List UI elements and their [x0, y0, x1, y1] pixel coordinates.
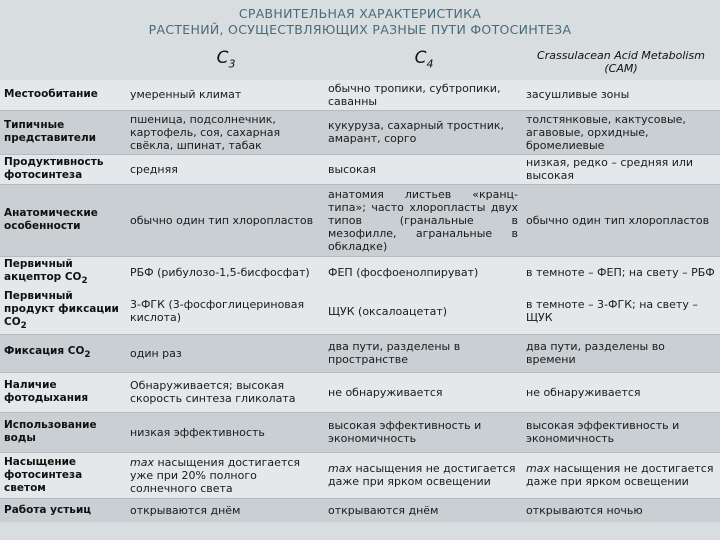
- cell-cam: в темноте – ФЕП; на свету – РБФ: [522, 256, 720, 289]
- cell-c3: открываются днём: [126, 498, 324, 522]
- row-label: Типичные представители: [0, 110, 126, 154]
- cell-c4: не обнаруживается: [324, 372, 522, 412]
- cell-c4: высокая: [324, 154, 522, 184]
- page-title: [0, 6, 720, 38]
- header-c4-letter: C: [414, 48, 427, 68]
- cell-cam: обычно один тип хлоропластов: [522, 184, 720, 256]
- cell-cam: открываются ночью: [522, 498, 720, 522]
- cell-c3: Обнаруживается; высокая скорость синтеза гликолата: [126, 372, 324, 412]
- table-row: [0, 184, 720, 256]
- cell-cam: в темноте – 3-ФГК; на свету – ЩУК: [526, 298, 698, 325]
- row-label-text: Первичный продукт фиксации CO: [4, 289, 119, 328]
- cell-c4: открываются днём: [324, 498, 522, 522]
- max-text: max: [328, 462, 352, 476]
- row-label-sub: 2: [20, 320, 27, 331]
- row-label: Местообитание: [4, 88, 98, 101]
- title-line-1: СРАВНИТЕЛЬНАЯ ХАРАКТЕРИСТИКА: [238, 6, 482, 21]
- row-label: Наличие фотодыхания: [0, 372, 126, 412]
- table-row: [0, 452, 720, 498]
- cell-c3: 3-ФГК (3-фосфоглицериновая кислота): [130, 298, 305, 325]
- table-row: [0, 412, 720, 452]
- cell-c4: два пути, разделены в пространстве: [324, 334, 522, 372]
- max-text: max: [130, 455, 154, 469]
- cell-c4: [324, 452, 522, 498]
- row-label-text: Первичный акцептор CO: [4, 257, 82, 283]
- cell-c3: низкая эффективность: [126, 412, 324, 452]
- row-label: [0, 256, 126, 289]
- table-row: [0, 110, 720, 154]
- table-row: [0, 289, 720, 335]
- cell-cam: толстянковые, кактусовые, агавовые, орхидные, бромелиевые: [522, 110, 720, 154]
- cell-c4: анатомия листьев «кранц-типа»; часто хлоропласты двух типов (гранальные в мезофилле, агранальные в обкладке): [324, 184, 522, 256]
- table-row: [0, 256, 720, 289]
- row-label: [0, 289, 126, 335]
- title-line-2: РАСТЕНИЙ, ОСУЩЕСТВЛЯЮЩИХ РАЗНЫЕ ПУТИ ФОТОСИНТЕЗА: [148, 22, 572, 37]
- row-label: Работа устьиц: [0, 498, 126, 522]
- cell-c3: РБФ (рибулозо-1,5-бисфосфат): [126, 256, 324, 289]
- header-cam-line1: Crassulacean Acid Metabolism: [537, 49, 705, 62]
- cell-c3: умеренный климат: [130, 88, 242, 102]
- cell-cam: [522, 452, 720, 498]
- cell-c4: ФЕП (фосфоенолпируват): [324, 256, 522, 289]
- cell-c4: ЩУК (оксалоацетат): [328, 304, 448, 318]
- cell-c4: кукуруза, сахарный тростник, амарант, сорго: [324, 110, 522, 154]
- header-c4: [326, 48, 522, 70]
- row-label-sub: 2: [84, 349, 91, 360]
- cell-c4: обычно тропики, субтропики, саванны: [328, 81, 501, 108]
- cell-c3: обычно один тип хлоропластов: [126, 184, 324, 256]
- header-c4-sub: 4: [426, 57, 434, 71]
- cell-c3: пшеница, подсолнечник, картофель, соя, сахарная свёкла, шпинат, табак: [126, 110, 324, 154]
- header-cam: [522, 49, 720, 75]
- table-row: [0, 154, 720, 184]
- cell-text: насыщения не достигается даже при ярком освещении: [526, 462, 714, 489]
- cell-cam: два пути, разделены во времени: [522, 334, 720, 372]
- row-label-text: Фиксация CO: [4, 344, 85, 357]
- cell-c3: [126, 452, 324, 498]
- comparison-table: [0, 80, 720, 522]
- row-label: Насыщение фотосинтеза светом: [0, 452, 126, 498]
- header-c3-sub: 3: [228, 57, 236, 71]
- row-label: Продуктивность фотосинтеза: [0, 154, 126, 184]
- cell-text: насыщения не достигается даже при ярком освещении: [328, 462, 516, 489]
- row-label: Использование воды: [0, 412, 126, 452]
- cell-cam: не обнаруживается: [522, 372, 720, 412]
- header-c3: [128, 48, 324, 70]
- max-text: max: [526, 462, 550, 476]
- cell-c4: высокая эффективность и экономичность: [324, 412, 522, 452]
- row-label-sub: 2: [81, 275, 88, 286]
- row-label: [0, 334, 126, 372]
- table-row: [0, 372, 720, 412]
- cell-c3: средняя: [126, 154, 324, 184]
- cell-cam: высокая эффективность и экономичность: [522, 412, 720, 452]
- table-row: [0, 498, 720, 522]
- header-cam-line2: (CAM): [604, 62, 638, 75]
- table-row: [0, 80, 720, 110]
- header-c3-letter: C: [216, 48, 229, 68]
- cell-c3: один раз: [126, 334, 324, 372]
- cell-text: насыщения достигается уже при 20% полного солнечного света: [130, 455, 301, 495]
- table-row: [0, 334, 720, 372]
- cell-cam: низкая, редко – средняя или высокая: [522, 154, 720, 184]
- cell-cam: засушливые зоны: [526, 88, 630, 102]
- row-label: Анатомические особенности: [0, 184, 126, 256]
